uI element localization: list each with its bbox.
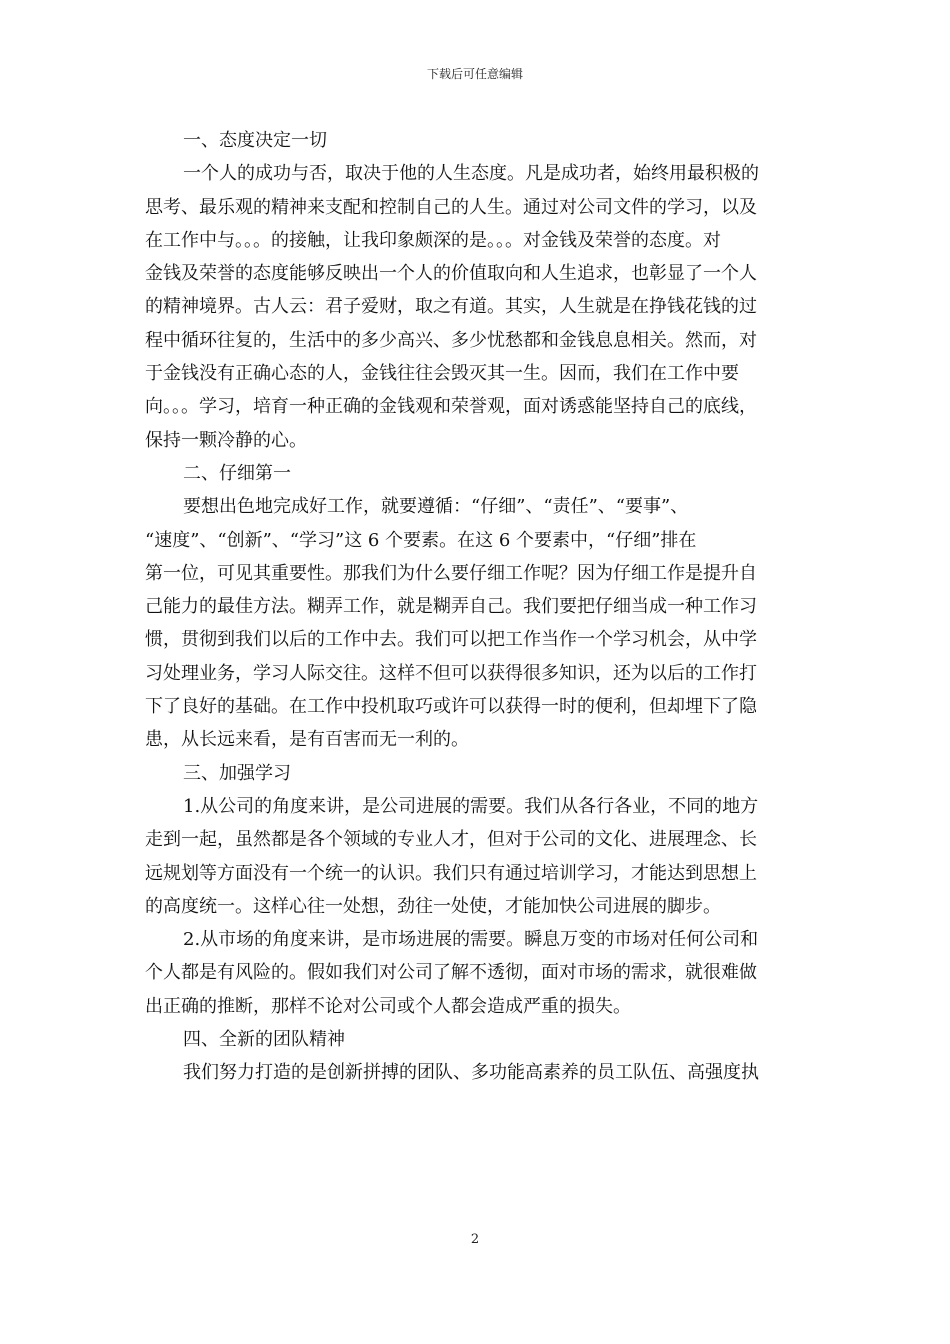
section-heading: 二、仔细第一 bbox=[183, 462, 291, 484]
paragraph-line: 金钱及荣誉的态度能够反映出一个人的价值取向和人生追求，也彰显了一个人 bbox=[145, 263, 757, 285]
paragraph-line: 在工作中与。。。的接触，让我印象颇深的是。。。对金钱及荣誉的态度。对 bbox=[145, 229, 721, 251]
paragraph-line: 要想出色地完成好工作，就要遵循：“仔细”、“责任”、“要事”、 bbox=[183, 496, 689, 518]
paragraph-line: 己能力的最佳方法。糊弄工作，就是糊弄自己。我们要把仔细当成一种工作习 bbox=[145, 596, 757, 618]
paragraph-line: “速度”、“创新”、“学习”这 6 个要素。在这 6 个要素中，“仔细”排在 bbox=[145, 529, 697, 551]
paragraph-line: 一个人的成功与否，取决于他的人生态度。凡是成功者，始终用最积极的 bbox=[183, 163, 759, 185]
section-heading: 四、全新的团队精神 bbox=[183, 1029, 345, 1051]
paragraph-line: 的高度统一。这样心往一处想，劲往一处使，才能加快公司进展的脚步。 bbox=[145, 895, 721, 917]
paragraph-line: 思考、最乐观的精神来支配和控制自己的人生。通过对公司文件的学习，以及 bbox=[145, 196, 757, 218]
section-heading: 一、态度决定一切 bbox=[183, 130, 327, 151]
paragraph-line: 程中循环往复的，生活中的多少高兴、多少忧愁都和金钱息息相关。然而，对 bbox=[145, 329, 757, 351]
paragraph-line: 第一位，可见其重要性。那我们为什么要仔细工作呢？因为仔细工作是提升自 bbox=[145, 562, 757, 584]
paragraph-line: 向。。。学习，培育一种正确的金钱观和荣誉观，面对诱惑能坚持自己的底线， bbox=[145, 396, 757, 418]
page-number: 2 bbox=[470, 1232, 480, 1247]
paragraph-line: 习处理业务，学习人际交往。这样不但可以获得很多知识，还为以后的工作打 bbox=[145, 662, 757, 684]
paragraph-line: 于金钱没有正确心态的人，金钱往往会毁灭其一生。因而，我们在工作中要 bbox=[145, 363, 739, 385]
page-header bbox=[0, 66, 950, 82]
paragraph-line: 1.从公司的角度来讲，是公司进展的需要。我们从各行各业，不同的地方 bbox=[183, 795, 759, 817]
paragraph-line: 2.从市场的角度来讲，是市场进展的需要。瞬息万变的市场对任何公司和 bbox=[183, 929, 759, 951]
paragraph-line: 惯，贯彻到我们以后的工作中去。我们可以把工作当作一个学习机会，从中学 bbox=[145, 629, 757, 651]
paragraph-line: 下了良好的基础。在工作中投机取巧或许可以获得一时的便利，但却埋下了隐 bbox=[145, 696, 757, 718]
header-text: 下载后可任意编辑 bbox=[426, 67, 523, 81]
paragraph-line: 我们努力打造的是创新拼搏的团队、多功能高素养的员工队伍、高强度执 bbox=[183, 1062, 759, 1084]
page-footer bbox=[0, 1232, 950, 1248]
paragraph-line: 患，从长远来看，是有百害而无一利的。 bbox=[145, 729, 469, 751]
document-body bbox=[145, 124, 808, 1090]
paragraph-line: 出正确的推断，那样不论对公司或个人都会造成严重的损失。 bbox=[145, 995, 631, 1017]
paragraph-line: 的精神境界。古人云：君子爱财，取之有道。其实，人生就是在挣钱花钱的过 bbox=[145, 296, 757, 318]
paragraph-line: 远规划等方面没有一个统一的认识。我们只有通过培训学习，才能达到思想上 bbox=[145, 862, 757, 884]
section-heading: 三、加强学习 bbox=[183, 762, 291, 784]
paragraph-line: 走到一起，虽然都是各个领域的专业人才，但对于公司的文化、进展理念、长 bbox=[145, 829, 757, 851]
paragraph-line: 个人都是有风险的。假如我们对公司了解不透彻，面对市场的需求，就很难做 bbox=[145, 962, 757, 984]
paragraph-line: 保持一颗冷静的心。 bbox=[145, 429, 307, 451]
